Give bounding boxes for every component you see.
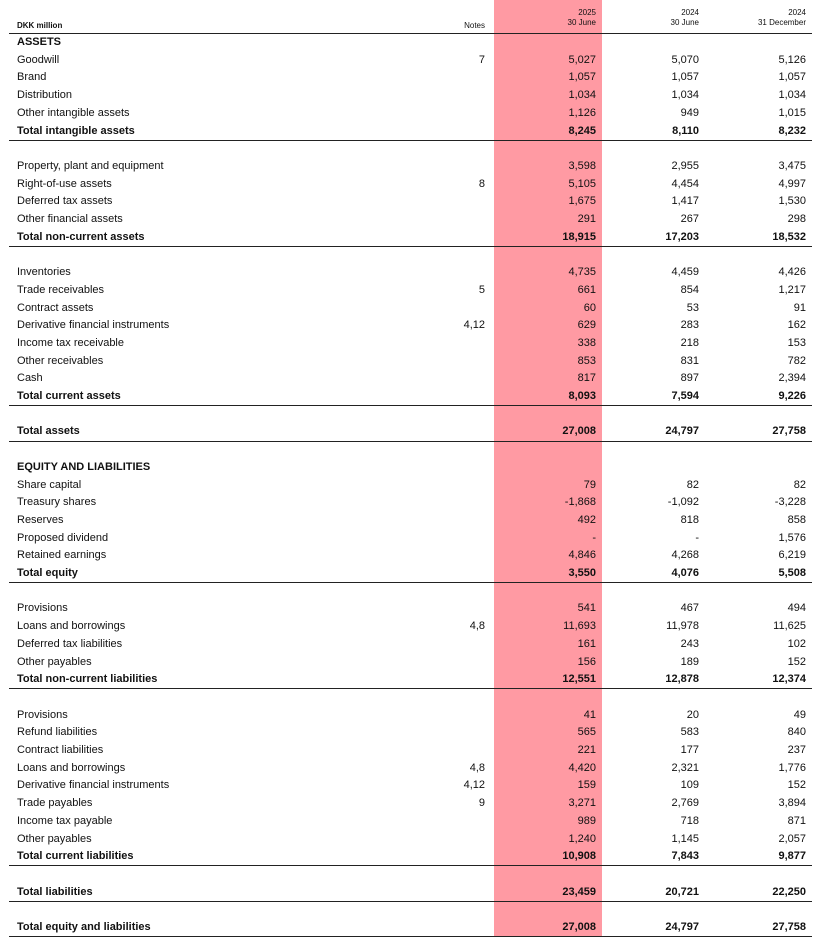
row-value-col-1: 541	[577, 602, 596, 615]
row-label: Reserves	[17, 513, 64, 526]
row-value-col-2: 818	[680, 513, 699, 526]
row-value-col-2: 831	[680, 354, 699, 367]
unit-label: DKK million	[17, 21, 63, 30]
row-notes: 4,12	[463, 319, 485, 332]
column-year: 2024	[681, 8, 699, 17]
row-value-col-3: 9,226	[778, 390, 806, 402]
spacer-row	[0, 583, 820, 601]
row-value-col-3: 8,232	[778, 124, 806, 137]
row-value-col-3: 1,776	[778, 761, 806, 774]
row-label: Contract liabilities	[17, 744, 104, 756]
column-header-2024-december	[716, 8, 806, 28]
column-header-2024-june	[609, 8, 699, 28]
total-row	[0, 671, 820, 689]
row-value-col-1: 12,551	[562, 673, 596, 686]
row-value-col-2: 4,268	[671, 549, 699, 562]
row-value-col-3: 27,758	[772, 425, 806, 438]
row-value-col-3: 1,015	[778, 106, 806, 119]
row-value-col-3: 840	[787, 726, 806, 739]
table-row	[0, 105, 820, 123]
table-row	[0, 158, 820, 176]
row-notes: 5	[478, 283, 485, 296]
row-label: Share capital	[17, 478, 82, 491]
column-date: 31 December	[757, 18, 806, 27]
row-value-col-3: 153	[787, 336, 806, 349]
row-value-col-1: 79	[583, 478, 596, 491]
row-value-col-1: 11,693	[563, 620, 596, 633]
row-value-col-1: 27,008	[562, 425, 596, 438]
row-value-col-2: 4,459	[671, 266, 699, 279]
row-value-col-3: 12,374	[772, 673, 806, 686]
row-label: Other receivables	[17, 354, 104, 367]
total-row	[0, 123, 820, 141]
column-year: 2025	[578, 8, 596, 17]
row-value-col-1: 291	[577, 213, 596, 225]
row-value-col-1: 5,027	[568, 53, 596, 66]
row-label: Deferred tax liabilities	[17, 637, 123, 650]
row-notes: 4,12	[463, 779, 485, 792]
row-label: EQUITY AND LIABILITIES	[17, 460, 151, 473]
row-label: Derivative financial instruments	[17, 319, 170, 332]
row-label: Cash	[17, 372, 43, 385]
row-notes: 8	[478, 177, 485, 190]
row-value-col-2: 2,769	[671, 797, 699, 810]
table-row	[0, 87, 820, 105]
row-value-col-2: 1,145	[671, 832, 699, 845]
row-value-col-2: 7,594	[671, 390, 699, 402]
row-value-col-3: -3,228	[774, 496, 806, 509]
table-row	[0, 264, 820, 282]
row-value-col-1: 4,420	[568, 761, 596, 774]
spacer-row	[0, 441, 820, 459]
row-value-col-1: 1,034	[568, 89, 596, 102]
table-row	[0, 353, 820, 371]
row-value-col-2: 189	[680, 655, 699, 668]
row-value-col-1: 161	[577, 637, 596, 650]
table-row	[0, 813, 820, 831]
row-value-col-1: 8,245	[568, 124, 596, 137]
row-value-col-3: 858	[787, 513, 806, 526]
row-value-col-3: 1,530	[778, 195, 806, 208]
row-value-col-1: 221	[577, 744, 596, 756]
row-value-col-2: 7,843	[671, 850, 699, 863]
spacer-row	[0, 406, 820, 424]
table-row	[0, 707, 820, 725]
row-label: Loans and borrowings	[17, 620, 126, 633]
total-row	[0, 229, 820, 247]
row-value-col-2: 243	[680, 637, 699, 650]
row-value-col-3: 9,877	[778, 850, 806, 863]
row-label: Other financial assets	[17, 213, 123, 225]
spacer-row	[0, 901, 820, 919]
row-value-col-3: 1,034	[778, 89, 806, 102]
row-value-col-1: 629	[577, 319, 596, 332]
table-row	[0, 530, 820, 548]
table-row	[0, 618, 820, 636]
row-value-col-2: -	[695, 531, 699, 544]
table-row	[0, 795, 820, 813]
table-row	[0, 176, 820, 194]
row-value-col-1: 565	[577, 726, 596, 739]
row-value-col-2: 897	[680, 372, 699, 385]
total-row	[0, 423, 820, 441]
row-value-col-3: 298	[787, 213, 806, 225]
row-value-col-2: 11,978	[666, 620, 699, 633]
row-value-col-3: 782	[787, 354, 806, 367]
row-value-col-3: 152	[787, 655, 806, 668]
row-value-col-1: 1,675	[568, 195, 596, 208]
section-heading-row	[0, 34, 820, 52]
table-row	[0, 760, 820, 778]
row-value-col-2: 5,070	[671, 53, 699, 66]
row-value-col-3: 11,625	[773, 620, 806, 633]
row-value-col-2: 177	[680, 744, 699, 756]
table-row	[0, 52, 820, 70]
row-value-col-2: 718	[680, 814, 699, 827]
spacer-row	[0, 866, 820, 884]
table-row	[0, 282, 820, 300]
row-value-col-3: 494	[787, 602, 806, 615]
row-value-col-1: 989	[577, 814, 596, 827]
row-value-col-3: 162	[787, 319, 806, 332]
row-value-col-2: 24,797	[665, 921, 699, 933]
row-value-col-1: 661	[577, 283, 596, 296]
table-row	[0, 193, 820, 211]
row-value-col-1: 853	[577, 354, 596, 367]
row-value-col-1: 60	[583, 301, 596, 314]
column-year: 2024	[788, 8, 806, 17]
table-row	[0, 777, 820, 795]
row-label: Brand	[17, 71, 47, 84]
row-label: Proposed dividend	[17, 531, 109, 544]
row-value-col-3: 1,576	[778, 531, 806, 544]
row-label: Provisions	[17, 602, 68, 615]
row-value-col-3: 1,057	[778, 71, 806, 84]
row-value-col-3: 5,508	[778, 567, 806, 579]
spacer-row	[0, 140, 820, 158]
row-value-col-2: 4,076	[671, 567, 699, 579]
table-row	[0, 494, 820, 512]
row-value-col-2: 1,034	[671, 89, 699, 102]
row-value-col-2: 1,417	[671, 195, 699, 208]
row-value-col-3: 27,758	[772, 921, 806, 933]
row-value-col-3: 152	[787, 779, 806, 792]
table-row	[0, 724, 820, 742]
row-value-col-1: 3,271	[568, 797, 596, 810]
table-row	[0, 547, 820, 565]
row-value-col-2: 2,321	[671, 761, 699, 774]
table-row	[0, 211, 820, 229]
row-value-col-1: 3,550	[568, 567, 596, 579]
table-row	[0, 300, 820, 318]
table-row	[0, 636, 820, 654]
table-row	[0, 831, 820, 849]
row-notes: 4,8	[469, 761, 485, 774]
row-label: Total non-current liabilities	[17, 673, 158, 686]
row-value-col-3: 6,219	[778, 549, 806, 562]
row-value-col-2: 12,878	[665, 673, 699, 686]
row-value-col-2: 8,110	[672, 124, 699, 137]
row-value-col-1: -1,868	[564, 496, 596, 509]
row-value-col-3: 102	[787, 637, 806, 650]
row-value-col-1: 41	[583, 708, 596, 721]
row-value-col-3: 2,394	[778, 372, 806, 385]
row-label: Provisions	[17, 708, 68, 721]
row-value-col-2: 218	[680, 336, 699, 349]
row-label: Treasury shares	[17, 496, 97, 509]
row-label: Other payables	[17, 832, 92, 845]
row-value-col-3: 3,475	[778, 159, 806, 172]
row-label: Total non-current assets	[17, 230, 145, 243]
row-label: Total equity	[17, 567, 78, 579]
column-header-2025-june	[506, 8, 596, 28]
table-row	[0, 600, 820, 618]
row-value-col-1: 159	[577, 779, 596, 792]
total-row	[0, 565, 820, 583]
row-label: ASSETS	[17, 36, 62, 48]
row-label: Income tax receivable	[17, 336, 124, 349]
row-label: Total equity and liabilities	[17, 921, 151, 933]
row-value-col-3: 91	[793, 301, 806, 314]
row-value-col-2: 949	[680, 106, 699, 119]
row-value-col-3: 2,057	[778, 832, 806, 845]
total-row	[0, 919, 820, 937]
row-label: Trade receivables	[17, 283, 105, 296]
table-row	[0, 335, 820, 353]
row-value-col-3: 18,532	[772, 230, 806, 243]
row-label: Total current liabilities	[17, 850, 134, 863]
row-value-col-2: 583	[680, 726, 699, 739]
table-row	[0, 69, 820, 87]
row-label: Total liabilities	[17, 885, 93, 898]
table-row	[0, 370, 820, 388]
row-label: Total intangible assets	[17, 124, 135, 137]
section-heading-row	[0, 459, 820, 477]
spacer-row	[0, 246, 820, 264]
row-label: Other intangible assets	[17, 106, 130, 119]
row-value-col-1: 4,735	[568, 266, 596, 279]
row-value-col-3: 1,217	[778, 283, 806, 296]
row-value-col-1: 23,459	[562, 885, 596, 898]
row-label: Inventories	[17, 266, 71, 279]
row-notes: 4,8	[469, 620, 485, 633]
row-value-col-2: 4,454	[671, 177, 699, 190]
total-row	[0, 884, 820, 902]
row-value-col-2: 2,955	[671, 159, 699, 172]
row-label: Total assets	[17, 425, 80, 438]
row-label: Contract assets	[17, 301, 94, 314]
row-value-col-2: -1,092	[667, 496, 699, 509]
row-label: Goodwill	[17, 53, 60, 66]
row-value-col-2: 20,721	[665, 885, 699, 898]
row-value-col-2: 53	[686, 301, 699, 314]
row-value-col-3: 49	[793, 708, 806, 721]
row-value-col-1: 156	[577, 655, 596, 668]
total-row	[0, 388, 820, 406]
row-value-col-2: 283	[680, 319, 699, 332]
row-value-col-3: 3,894	[778, 797, 806, 810]
table-row	[0, 317, 820, 335]
row-label: Income tax payable	[17, 814, 113, 827]
row-label: Refund liabilities	[17, 726, 98, 739]
row-value-col-3: 237	[787, 744, 806, 756]
table-row	[0, 654, 820, 672]
row-value-col-1: 1,057	[568, 71, 596, 84]
row-label: Retained earnings	[17, 549, 107, 562]
row-value-col-3: 4,426	[778, 266, 806, 279]
row-label: Derivative financial instruments	[17, 779, 170, 792]
row-value-col-3: 5,126	[778, 53, 806, 66]
row-label: Property, plant and equipment	[17, 159, 164, 172]
row-value-col-1: 492	[577, 513, 596, 526]
table-row	[0, 477, 820, 495]
row-value-col-2: 109	[680, 779, 699, 792]
row-value-col-1: 5,105	[568, 177, 596, 190]
row-value-col-2: 854	[680, 283, 699, 296]
row-value-col-2: 82	[686, 478, 699, 491]
row-value-col-1: 10,908	[562, 850, 596, 863]
row-value-col-1: 4,846	[568, 549, 596, 562]
row-value-col-3: 871	[787, 814, 806, 827]
row-notes: 9	[478, 797, 485, 810]
row-value-col-2: 17,203	[665, 230, 699, 243]
row-value-col-1: 3,598	[568, 159, 596, 172]
row-label: Total current assets	[17, 390, 121, 402]
row-value-col-1: 338	[577, 336, 596, 349]
table-header	[0, 8, 820, 32]
row-value-col-2: 267	[680, 213, 699, 225]
row-label: Loans and borrowings	[17, 761, 126, 774]
row-value-col-1: 1,240	[568, 832, 596, 845]
row-label: Other payables	[17, 655, 92, 668]
column-date: 30 June	[567, 18, 596, 27]
row-value-col-2: 24,797	[665, 425, 699, 438]
row-value-col-3: 22,250	[772, 885, 806, 898]
row-value-col-3: 4,997	[778, 177, 806, 190]
row-value-col-1: 8,093	[568, 390, 596, 402]
row-value-col-2: 467	[680, 602, 699, 615]
row-value-col-1: -	[592, 531, 596, 544]
row-label: Trade payables	[17, 797, 93, 810]
column-date: 30 June	[670, 18, 699, 27]
notes-header: Notes	[464, 21, 485, 30]
table-row	[0, 742, 820, 760]
row-value-col-1: 817	[577, 372, 596, 385]
row-value-col-2: 20	[686, 708, 699, 721]
total-row	[0, 848, 820, 866]
row-label: Right-of-use assets	[17, 177, 112, 190]
row-label: Distribution	[17, 89, 73, 102]
row-value-col-1: 1,126	[568, 106, 596, 119]
row-notes: 7	[478, 53, 485, 66]
table-row	[0, 512, 820, 530]
row-value-col-1: 27,008	[562, 921, 596, 933]
row-value-col-3: 82	[793, 478, 806, 491]
row-value-col-2: 1,057	[671, 71, 699, 84]
row-label: Deferred tax assets	[17, 195, 113, 208]
row-value-col-1: 18,915	[562, 230, 596, 243]
spacer-row	[0, 689, 820, 707]
